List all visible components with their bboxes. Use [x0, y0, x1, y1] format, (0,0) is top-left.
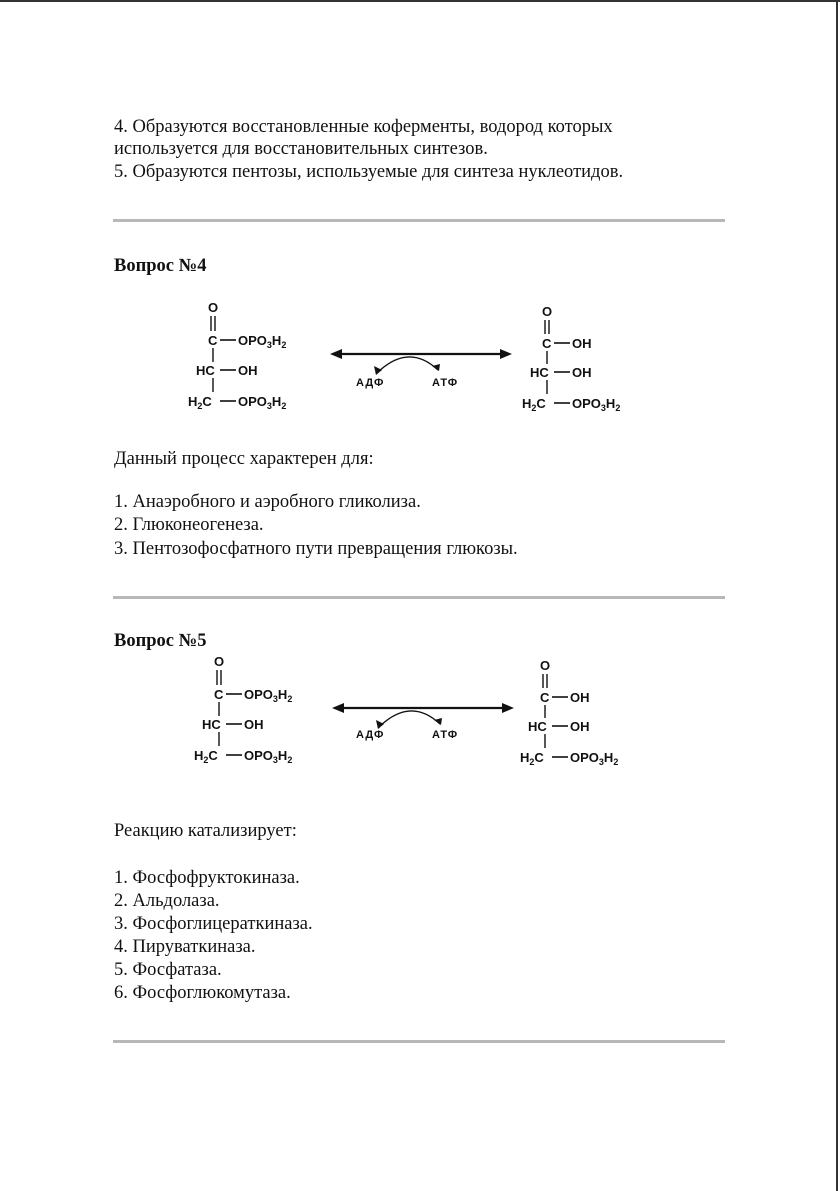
svg-text:OPO3H2: $OPO_3H_2$ [238, 394, 287, 411]
svg-text:OH: OH [570, 719, 590, 734]
q5-reaction-scheme [186, 652, 646, 772]
svg-text:OPO3H2: $OPO_3H_2$ [244, 687, 293, 704]
svg-text:HC: HC [528, 719, 547, 734]
page-border-top [0, 0, 840, 2]
section-divider [113, 219, 725, 222]
answer-option: 4. Образуются восстановленные коферменты, водород которых [114, 117, 613, 137]
answer-option: 5. Образуются пентозы, используемые для синтеза нуклеотидов. [114, 162, 624, 182]
cofactor-in-label: АДФ [356, 729, 385, 741]
svg-text:C: C [208, 333, 218, 348]
svg-text:OPO3H2: $OPO_3H_2$ [238, 333, 287, 350]
svg-text:O: O [214, 654, 225, 669]
page-border-right [836, 0, 838, 1191]
answer-option: 3. Пентозофосфатного пути превращения глюкозы. [114, 539, 518, 559]
answer-option-continuation: используется для восстановительных синтезов. [114, 139, 488, 159]
cofactor-in-label: АДФ [356, 377, 385, 389]
reversible-arrow [332, 703, 514, 741]
svg-text:H2C: $H_2C$ [188, 394, 212, 411]
svg-text:OH: OH [572, 336, 592, 351]
svg-text:HC: HC [530, 365, 549, 380]
svg-text:OH: OH [238, 363, 258, 378]
reactant-structure [194, 654, 292, 765]
svg-text:H2C: $H_2C$ [522, 396, 546, 413]
cofactor-out-label: АТФ [432, 729, 459, 741]
svg-text:O: O [208, 300, 219, 315]
svg-text:OPO3H2: $OPO_3H_2$ [572, 396, 621, 413]
svg-text:OPO3H2: $OPO_3H_2$ [570, 750, 619, 767]
answer-option: 2. Глюконеогенеза. [114, 515, 264, 535]
section-divider [113, 1040, 725, 1043]
q4-reaction-scheme [180, 298, 640, 418]
question-4-prompt: Данный процесс характерен для: [114, 449, 374, 469]
question-5-title: Вопрос №5 [114, 631, 207, 651]
answer-option: 3. Фосфоглицераткиназа. [114, 914, 313, 934]
svg-text:C: C [214, 687, 224, 702]
svg-text:OH: OH [244, 717, 264, 732]
svg-text:HC: HC [196, 363, 215, 378]
reactant-structure [188, 300, 286, 411]
svg-text:HC: HC [202, 717, 221, 732]
answer-option: 4. Пируваткиназа. [114, 937, 256, 957]
section-divider [113, 596, 725, 599]
cofactor-out-label: АТФ [432, 377, 459, 389]
svg-text:O: O [542, 304, 553, 319]
answer-option: 1. Фосфофруктокиназа. [114, 868, 300, 888]
svg-text:OPO3H2: $OPO_3H_2$ [244, 748, 293, 765]
answer-option: 2. Альдолаза. [114, 891, 220, 911]
svg-text:O: O [540, 658, 551, 673]
question-5-prompt: Реакцию катализирует: [114, 821, 297, 841]
svg-text:H2C: $H_2C$ [520, 750, 544, 767]
product-structure [520, 658, 618, 767]
answer-option: 5. Фосфатаза. [114, 960, 222, 980]
svg-text:C: C [540, 690, 550, 705]
svg-text:OH: OH [570, 690, 590, 705]
svg-text:H2C: $H_2C$ [194, 748, 218, 765]
reversible-arrow [330, 349, 512, 389]
answer-option: 1. Анаэробного и аэробного гликолиза. [114, 492, 421, 512]
product-structure [522, 304, 620, 413]
svg-text:C: C [542, 336, 552, 351]
answer-option: 6. Фосфоглюкомутаза. [114, 983, 291, 1003]
svg-text:OH: OH [572, 365, 592, 380]
question-4-title: Вопрос №4 [114, 256, 207, 276]
